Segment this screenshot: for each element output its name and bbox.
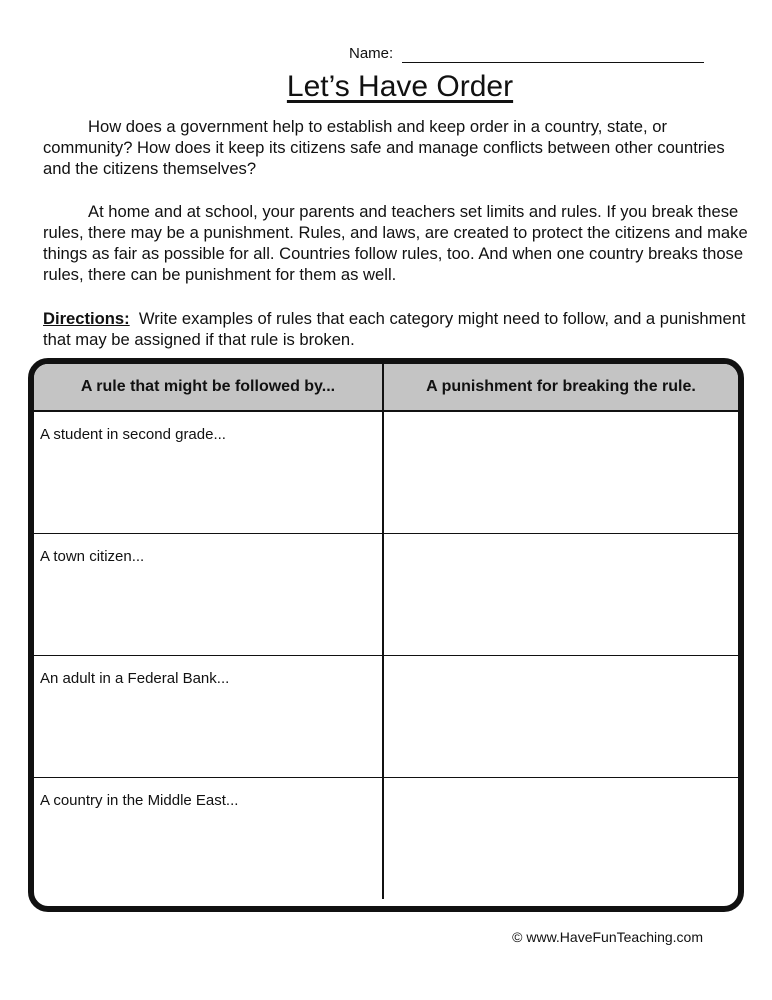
punishment-cell[interactable] (384, 656, 738, 777)
table-row (34, 778, 738, 899)
directions-label: Directions: (43, 309, 130, 328)
intro-paragraph-2 (43, 201, 753, 285)
page-title: Let’s Have Order (286, 70, 514, 103)
table-row (34, 656, 738, 778)
directions-text: Write examples of rules that each category might need to follow, and a punishment that may be assigned if that rule is broken. (43, 309, 746, 349)
intro-text-2: At home and at school, your parents and teachers set limits and rules. If you break these rules, there may be a punishment. Rules, and laws, are created to protect the citizens and make things as fair as possible for all. Countries follow rules, too. And when one country breaks those rules, there can be punishment for them as well. (43, 202, 748, 284)
rule-cell[interactable]: A country in the Middle East... (34, 778, 384, 899)
punishment-cell[interactable] (384, 534, 738, 655)
intro-paragraph-1 (43, 116, 753, 179)
punishment-cell[interactable] (384, 778, 738, 899)
rule-cell[interactable]: A town citizen... (34, 534, 384, 655)
rules-table (28, 358, 744, 912)
rule-cell[interactable]: A student in second grade... (34, 412, 384, 533)
table-header (34, 364, 738, 412)
punishment-cell[interactable] (384, 412, 738, 533)
name-label: Name: (349, 45, 394, 62)
table-row (34, 534, 738, 656)
directions (43, 308, 753, 350)
intro-text-1: How does a government help to establish and keep order in a country, state, or community? How does it keep its citizens safe and manage conflicts between other countries and the citizens themselves? (43, 117, 725, 178)
header-rule: A rule that might be followed by... (34, 364, 384, 410)
name-input-line[interactable] (402, 62, 704, 63)
rule-cell[interactable]: An adult in a Federal Bank... (34, 656, 384, 777)
copyright-footer: © www.HaveFunTeaching.com (512, 929, 703, 945)
header-punishment: A punishment for breaking the rule. (426, 378, 696, 395)
table-row (34, 412, 738, 534)
